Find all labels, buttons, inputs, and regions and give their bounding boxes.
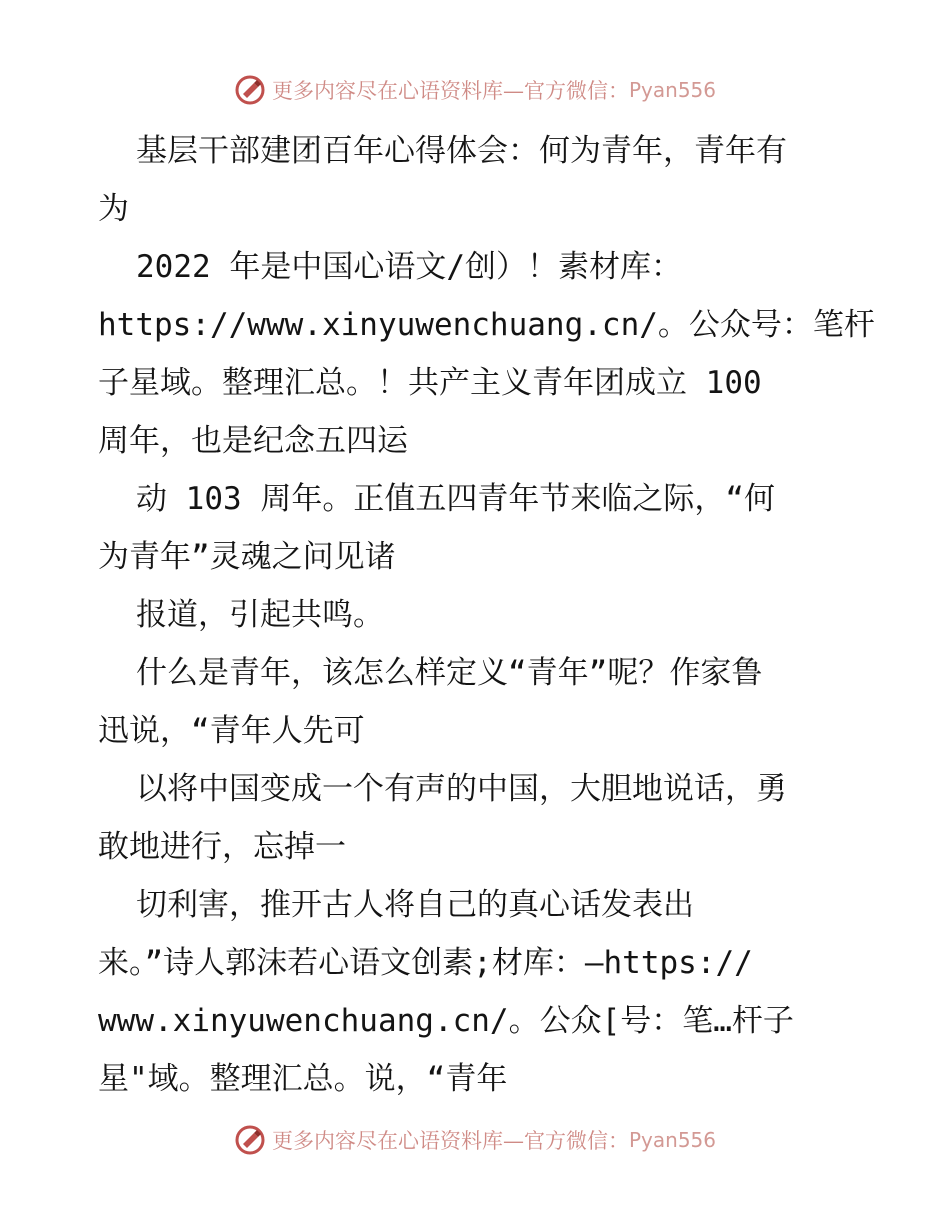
text-line: 切利害，推开古人将自己的真心话发表出 <box>136 887 694 923</box>
text-line: 什么是青年，该怎么样定义“青年”呢？作家鲁 <box>136 655 763 691</box>
text-line: www.xinyuwenchuang.cn/。公众[号：笔…杆子 <box>98 1003 794 1039</box>
brand-logo-icon <box>234 1124 266 1156</box>
text-line: 报道，引起共鸣。 <box>136 597 384 633</box>
text-line: 2022 年是中国心语文/创）！素材库： <box>136 249 682 285</box>
footer-wechat-id: Pyan556 <box>628 1128 716 1152</box>
text-line: https://www.xinyuwenchuang.cn/。公众号：笔杆 <box>98 307 875 343</box>
text-line: 以将中国变成一个有声的中国，大胆地说话，勇 <box>136 771 787 807</box>
text-line: 来。”诗人郭沫若心语文创素;材库：—https:// <box>98 945 753 981</box>
text-line: 基层干部建团百年心得体会：何为青年，青年有 <box>136 133 787 169</box>
text-line: 为青年”灵魂之问见诸 <box>98 539 396 575</box>
text-line: 迅说，“青年人先可 <box>98 713 365 749</box>
text-line: 为 <box>98 191 129 227</box>
header-wechat-id: Pyan556 <box>628 78 716 102</box>
header-banner <box>0 70 950 110</box>
text-line: 周年，也是纪念五四运 <box>98 423 408 459</box>
brand-logo-icon <box>234 74 266 106</box>
text-line: 子星域。整理汇总。！共产主义青年团成立 100 <box>98 365 762 401</box>
document-body <box>98 122 875 1108</box>
text-line: 星"域。整理汇总。说，“青年 <box>98 1061 508 1097</box>
text-line: 动 103 周年。正值五四青年节来临之际，“何 <box>136 481 775 517</box>
footer-banner <box>0 1120 950 1160</box>
header-banner-text: 更多内容尽在心语资料库—官方微信： <box>271 79 629 103</box>
text-line: 敢地进行，忘掉一 <box>98 829 346 865</box>
footer-banner-text: 更多内容尽在心语资料库—官方微信： <box>271 1129 629 1153</box>
